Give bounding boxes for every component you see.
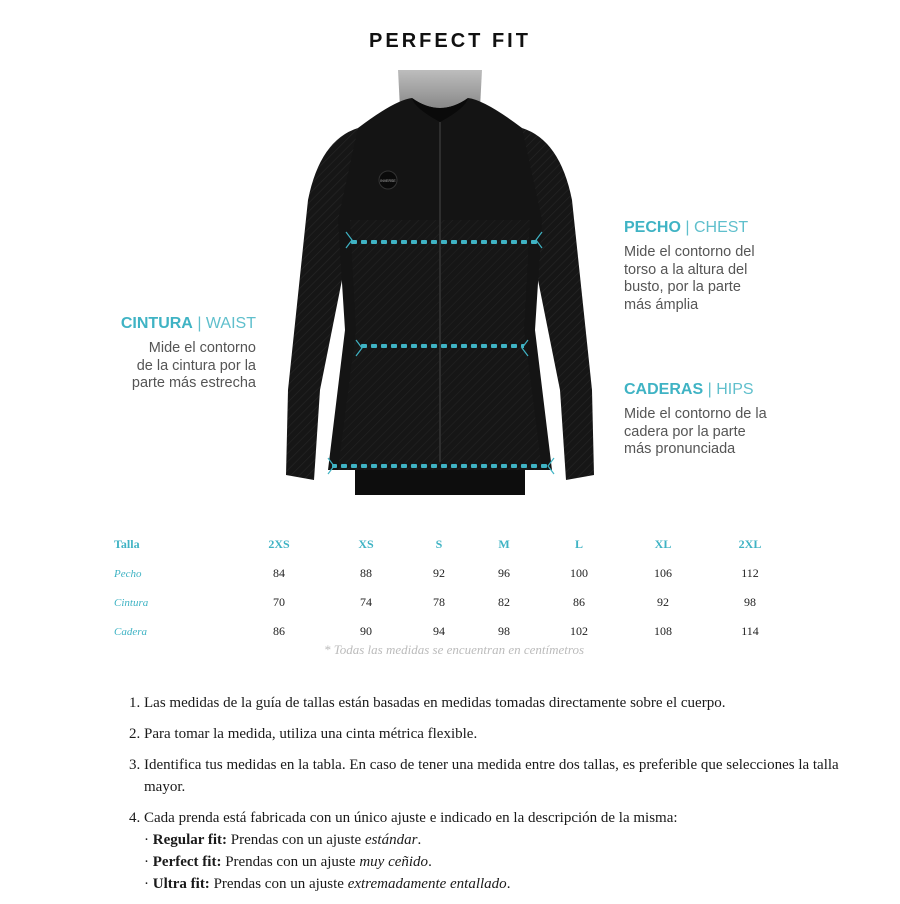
waist-label [96, 314, 256, 393]
table-cell: 114 [741, 624, 759, 638]
table-cell: 70 [273, 595, 285, 609]
table-cell: 92 [657, 595, 669, 609]
size-2xs: 2XS [268, 537, 290, 551]
size-header-row [108, 530, 794, 559]
size-table [108, 530, 794, 646]
table-cell: 78 [433, 595, 445, 609]
jersey-photo [280, 70, 600, 495]
table-cell: 102 [570, 624, 588, 638]
jersey-logo: INVERSE [380, 179, 396, 183]
table-cell: 96 [498, 566, 510, 580]
waist-description: Mide el contorno de la cintura por la parte más estrecha [131, 340, 256, 391]
hips-label [624, 380, 794, 459]
fit-ultra: · Ultra fit: Prendas con un ajuste extremadamente entallado. [144, 876, 511, 892]
table-cell: 84 [273, 566, 285, 580]
chest-description: Mide el contorno del torso a la altura del busto, por la parte más ámplia [624, 244, 755, 313]
table-cell: 100 [570, 566, 588, 580]
row-label: Cadera [114, 625, 147, 638]
list-item-text: Cada prenda está fabricada con un único ajuste e indicado en la descripción de la misma: [144, 810, 678, 826]
list-item [144, 807, 844, 895]
size-header-label: Talla [114, 537, 140, 551]
table-cell: 86 [273, 624, 285, 638]
hips-heading: CADERAS | HIPS [624, 381, 754, 398]
table-cell: 108 [654, 624, 672, 638]
table-cell: 92 [433, 566, 445, 580]
page-title: PERFECT FIT [369, 30, 531, 52]
table-cell: 86 [573, 595, 585, 609]
table-cell: 82 [498, 595, 510, 609]
fit-regular: · Regular fit: Prendas con un ajuste estándar. [144, 832, 422, 848]
table-note: * Todas las medidas se encuentran en centímetros [323, 642, 585, 657]
table-cell: 112 [741, 566, 759, 580]
table-cell: 94 [433, 624, 445, 638]
table-row-chest [108, 559, 794, 588]
table-cell: 106 [654, 566, 672, 580]
size-2xl: 2XL [738, 537, 762, 551]
size-m: M [498, 537, 510, 551]
table-row-waist [108, 588, 794, 617]
size-l: L [574, 537, 583, 551]
table-cell: 74 [360, 595, 372, 609]
instructions-list [104, 692, 844, 904]
fit-perfect: · Perfect fit: Prendas con un ajuste muy ceñido. [144, 854, 432, 870]
table-cell: 90 [360, 624, 372, 638]
list-item: 1. Las medidas de la guía de tallas están basadas en medidas tomadas directamente sobre el cuerpo. [144, 692, 844, 714]
chest-label [624, 218, 794, 314]
list-item: 3. Identifica tus medidas en la tabla. En caso de tener una medida entre dos tallas, es preferible que selecciones la talla mayor. [144, 754, 844, 798]
list-item: 2. Para tomar la medida, utiliza una cinta métrica flexible. [144, 723, 844, 745]
waist-heading: CINTURA | WAIST [120, 315, 256, 332]
table-cell: 98 [498, 624, 510, 638]
chest-heading: PECHO | CHEST [624, 219, 749, 236]
size-s: S [435, 537, 443, 551]
table-cell: 98 [744, 595, 756, 609]
size-xl: XL [654, 537, 672, 551]
row-label: Cintura [114, 596, 149, 609]
size-xs: XS [358, 537, 374, 551]
hips-description: Mide el contorno de la cadera por la parte más pronunciada [624, 406, 767, 457]
table-cell: 88 [360, 566, 372, 580]
row-label: Pecho [114, 567, 142, 580]
